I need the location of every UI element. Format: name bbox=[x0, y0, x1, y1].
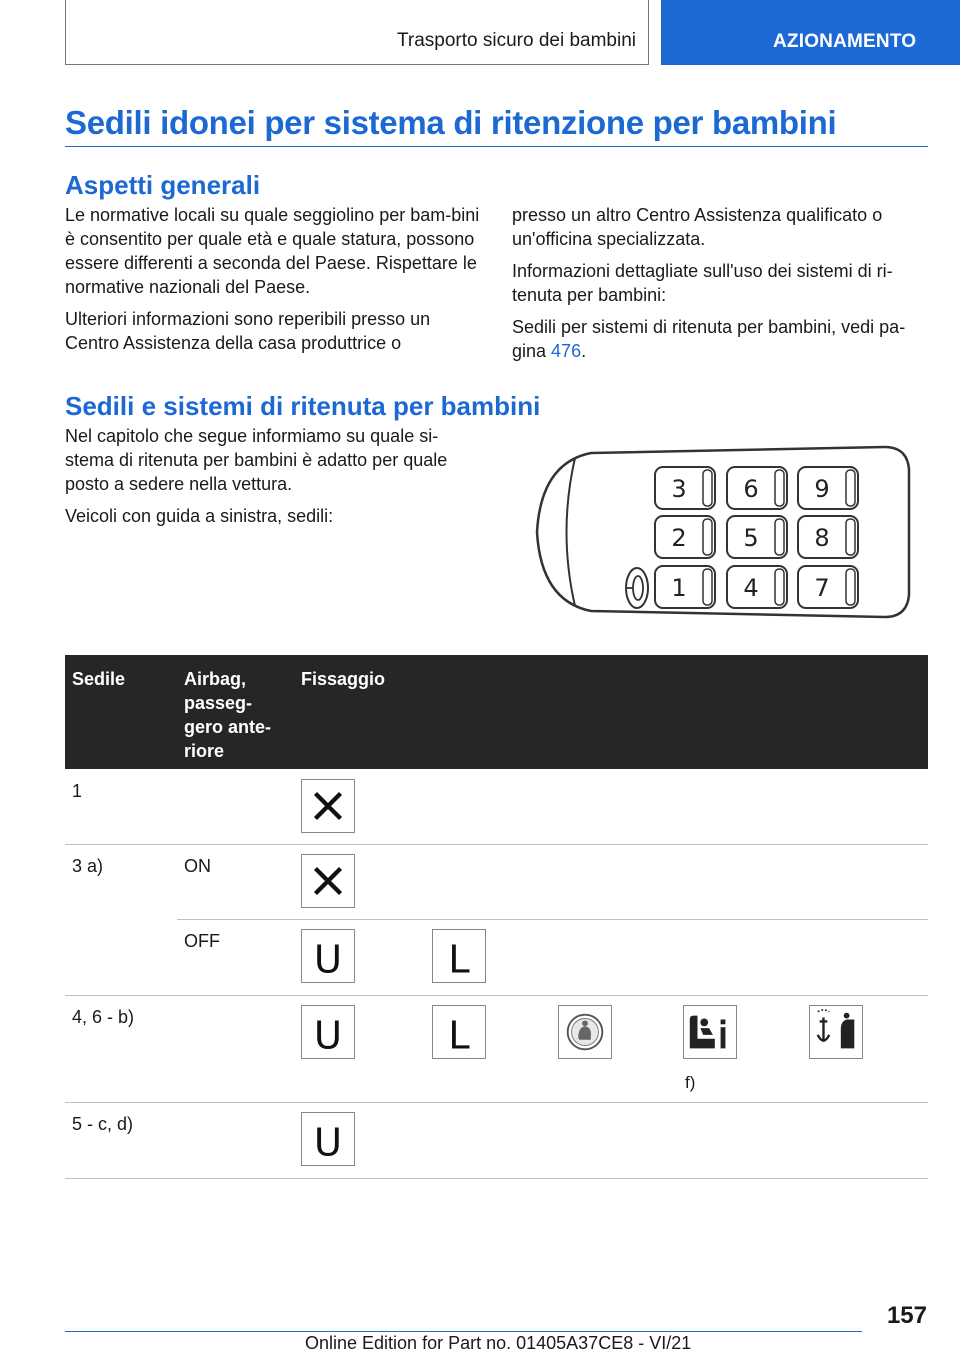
seat-cell: 3 a) bbox=[72, 856, 104, 876]
paragraph: Nel capitolo che segue informiamo su quale si-stema di ritenuta per bambini è adatto per quale posto a sedere nella vettura. bbox=[65, 426, 448, 494]
table-header bbox=[65, 655, 928, 769]
child-seat-table bbox=[65, 655, 928, 1179]
universal-u-icon bbox=[301, 1112, 355, 1166]
reference-end: . bbox=[581, 341, 587, 361]
seat-7 bbox=[798, 566, 858, 608]
seat-9 bbox=[798, 467, 858, 509]
seat-cell: 5 - c, d) bbox=[72, 1114, 134, 1134]
svg-text:L: L bbox=[448, 937, 470, 982]
table-row bbox=[72, 845, 928, 920]
seat-3 bbox=[655, 467, 715, 509]
svg-text:U: U bbox=[313, 937, 343, 982]
header-airbag: Airbag, passeg-gero ante-riore bbox=[184, 669, 272, 761]
seat-6 bbox=[727, 467, 787, 509]
steering-wheel-icon bbox=[626, 568, 648, 608]
svg-text:U: U bbox=[313, 1013, 343, 1058]
universal-u-icon bbox=[301, 1005, 355, 1059]
table-row bbox=[65, 920, 928, 996]
anchor-child-seat-icon bbox=[809, 1005, 863, 1059]
seat-number: 4 bbox=[743, 574, 759, 602]
seat-number: 8 bbox=[814, 524, 830, 552]
reference-paragraph bbox=[512, 315, 930, 363]
footer-divider bbox=[65, 1331, 862, 1332]
seat-number: 1 bbox=[671, 574, 687, 602]
universal-u-icon bbox=[301, 929, 355, 983]
section-heading-seats: Sedili e sistemi di ritenuta per bambini bbox=[65, 391, 541, 421]
seat-cell: 1 bbox=[72, 781, 83, 801]
svg-text:U: U bbox=[313, 1120, 343, 1165]
svg-text:L: L bbox=[448, 1013, 470, 1058]
seat-2 bbox=[655, 516, 715, 558]
child-seat-circle-icon bbox=[558, 1005, 612, 1059]
section-tab-label: AZIONAMENTO bbox=[773, 31, 917, 52]
seat-number: 6 bbox=[743, 475, 759, 503]
not-allowed-icon bbox=[301, 779, 355, 833]
seat-number: 3 bbox=[671, 475, 687, 503]
section-heading-general: Aspetti generali bbox=[65, 170, 261, 200]
seat-number: 7 bbox=[814, 574, 830, 602]
airbag-cell: OFF bbox=[184, 931, 220, 951]
title-divider bbox=[65, 146, 928, 147]
semi-universal-l-icon bbox=[432, 929, 486, 983]
paragraph: Informazioni dettagliate sull'uso dei sistemi di ri-tenuta per bambini: bbox=[512, 261, 893, 305]
paragraph: presso un altro Centro Assistenza qualificato o un'officina specializzata. bbox=[512, 205, 883, 249]
chapter-title: Trasporto sicuro dei bambini bbox=[396, 30, 636, 51]
page-title: Sedili idonei per sistema di ritenzione per bambini bbox=[65, 104, 837, 141]
reference-text: Sedili per sistemi di ritenuta per bambini, vedi pa-gina bbox=[512, 317, 906, 361]
airbag-cell: ON bbox=[184, 856, 211, 876]
seat-layout-diagram bbox=[533, 443, 913, 621]
table-row bbox=[65, 769, 928, 845]
seat-number: 9 bbox=[814, 475, 830, 503]
semi-universal-l-icon bbox=[432, 1005, 486, 1059]
section-tab bbox=[661, 0, 960, 65]
general-right-column bbox=[512, 203, 930, 371]
isofix-child-seat-icon bbox=[683, 1005, 737, 1059]
not-allowed-icon bbox=[301, 854, 355, 908]
car-outline bbox=[537, 447, 909, 617]
seat-5 bbox=[727, 516, 787, 558]
seat-cell: 4, 6 - b) bbox=[72, 1007, 135, 1027]
page-number: 157 bbox=[886, 1302, 927, 1329]
footnote-marker: f) bbox=[685, 1073, 696, 1092]
seat-4 bbox=[727, 566, 787, 608]
paragraph: Le normative locali su quale seggiolino per bam-bini è consentito per quale età e quale statura, possono essere differenti a seconda del Paese. Rispettare le normative nazionali del Paese. bbox=[65, 205, 480, 297]
header-seat: Sedile bbox=[72, 669, 126, 689]
page-reference-link[interactable]: 476 bbox=[551, 341, 582, 361]
header-fixing: Fissaggio bbox=[301, 669, 386, 689]
header-chapter-box bbox=[65, 0, 649, 65]
seats-text-column bbox=[65, 424, 483, 536]
general-left-column bbox=[65, 203, 483, 363]
seat-number: 5 bbox=[743, 524, 759, 552]
car-rear-line bbox=[567, 458, 576, 606]
table-row bbox=[65, 996, 928, 1103]
table-row bbox=[65, 1103, 928, 1179]
seat-number: 2 bbox=[671, 524, 687, 552]
edition-text: Online Edition for Part no. 01405A37CE8 - VI/21 bbox=[305, 1333, 692, 1353]
paragraph: Ulteriori informazioni sono reperibili presso un Centro Assistenza della casa produttrice o bbox=[65, 309, 431, 353]
paragraph: Veicoli con guida a sinistra, sedili: bbox=[65, 506, 334, 526]
seat-8 bbox=[798, 516, 858, 558]
seat-1 bbox=[655, 566, 715, 608]
